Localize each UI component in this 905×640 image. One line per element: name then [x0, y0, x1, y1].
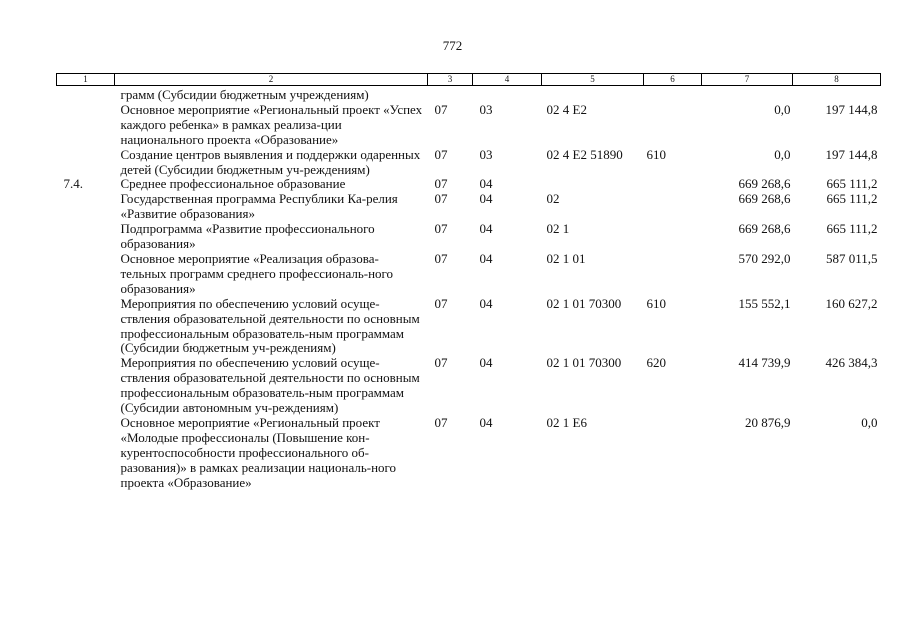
row-section: 07	[434, 355, 448, 371]
row-number	[57, 103, 115, 148]
row-amount-1: 155 552,1	[738, 295, 791, 311]
row-amount-2	[793, 86, 881, 103]
row-section	[428, 86, 473, 103]
row-amount-1: 414 739,9	[738, 355, 791, 371]
row-amount-2: 426 384,3	[825, 355, 878, 371]
column-header: 6	[644, 74, 702, 86]
row-expense-type	[644, 416, 702, 491]
table-row	[57, 148, 881, 178]
row-section: 07	[434, 295, 448, 311]
column-header: 1	[57, 74, 115, 86]
row-expense-type: 610	[646, 146, 666, 162]
table-body	[57, 86, 881, 491]
row-subsection: 04	[479, 221, 493, 237]
row-subsection: 04	[479, 191, 493, 207]
budget-table	[56, 73, 881, 490]
header-row	[57, 74, 881, 86]
row-name: грамм (Субсидии бюджетным учреждениям)	[120, 87, 369, 102]
page-number: 772	[442, 38, 463, 53]
row-name: Мероприятия по обеспечению условий осуще-ствления образовательной деятельности по основным профессиональным образователь-ным программам (Субсидии бюджетным уч-реждениям)	[120, 295, 420, 356]
row-amount-2: 665 111,2	[826, 221, 878, 237]
row-section: 07	[434, 176, 448, 192]
row-amount-2: 665 111,2	[826, 191, 878, 207]
row-target-article: 02 1 01 70300	[546, 355, 622, 371]
row-subsection: 03	[479, 146, 493, 162]
row-amount-2: 665 111,2	[826, 176, 878, 192]
column-header: 5	[542, 74, 644, 86]
row-amount-1: 570 292,0	[738, 250, 791, 266]
row-section: 07	[434, 221, 448, 237]
row-name: Мероприятия по обеспечению условий осуще-ствления образовательной деятельности по основным профессиональным образователь-ным программам (Субсидии автономным уч-реждениям)	[120, 355, 420, 416]
row-number	[57, 252, 115, 297]
row-target-article: 02	[546, 191, 560, 207]
row-amount-1	[702, 86, 793, 103]
row-subsection: 04	[479, 176, 493, 192]
table-row	[57, 177, 881, 192]
row-expense-type	[644, 192, 702, 222]
table-row	[57, 86, 881, 103]
row-number	[57, 416, 115, 491]
row-amount-1: 669 268,6	[738, 191, 791, 207]
row-subsection: 03	[479, 101, 493, 117]
row-target-article: 02 4 E2	[546, 101, 587, 117]
row-target-article: 02 1 01	[546, 250, 586, 266]
table-row	[57, 252, 881, 297]
row-number	[57, 356, 115, 416]
row-subsection: 04	[479, 295, 493, 311]
row-amount-2: 0,0	[861, 414, 878, 430]
row-expense-type	[644, 252, 702, 297]
row-target-article: 02 1	[546, 221, 570, 237]
row-amount-1: 669 268,6	[738, 176, 791, 192]
row-amount-2: 587 011,5	[825, 250, 878, 266]
column-header: 2	[115, 74, 428, 86]
row-target-article: 02 1 E6	[546, 414, 587, 430]
row-name: Среднее профессиональное образование	[120, 176, 346, 192]
table-row	[57, 103, 881, 148]
row-number	[57, 192, 115, 222]
row-name: Государственная программа Республики Ка-релия «Развитие образования»	[120, 191, 398, 222]
row-name: Основное мероприятие «Региональный проект «Молодые профессионалы (Повышение кон-курентоспособности профессионального об-разования)» в рамках реализации националь-ного проекта «Образование»	[120, 414, 397, 490]
row-amount-2: 197 144,8	[825, 101, 878, 117]
table-row	[57, 416, 881, 491]
row-target-article	[542, 86, 644, 103]
row-subsection: 04	[479, 414, 493, 430]
row-amount-1: 0,0	[774, 146, 791, 162]
row-target-article: 02 4 E2 51890	[546, 146, 623, 162]
column-header: 3	[428, 74, 473, 86]
row-section: 07	[434, 101, 448, 117]
row-section: 07	[434, 250, 448, 266]
row-target-article: 02 1 01 70300	[546, 295, 622, 311]
column-header: 8	[793, 74, 881, 86]
row-amount-2: 160 627,2	[825, 295, 878, 311]
row-name: Подпрограмма «Развитие профессионального образования»	[120, 221, 375, 252]
table-row	[57, 192, 881, 222]
table-row	[57, 222, 881, 252]
row-expense-type	[644, 86, 702, 103]
column-header: 4	[473, 74, 542, 86]
row-number	[57, 222, 115, 252]
row-expense-type: 620	[646, 355, 666, 371]
table-header	[57, 74, 881, 86]
row-amount-1: 20 876,9	[745, 414, 791, 430]
row-expense-type	[644, 103, 702, 148]
row-expense-type: 610	[646, 295, 666, 311]
row-subsection	[473, 86, 542, 103]
row-name: Основное мероприятие «Реализация образова-тельных программ среднего профессиональ-ного образования»	[120, 250, 394, 296]
row-name: Основное мероприятие «Региональный проект «Успех каждого ребенка» в рамках реализа-ции национального проекта «Образование»	[120, 101, 423, 147]
row-expense-type	[644, 222, 702, 252]
row-name: Создание центров выявления и поддержки одаренных детей (Субсидии бюджетным уч-реждениям)	[120, 146, 421, 177]
row-subsection: 04	[479, 250, 493, 266]
row-section: 07	[434, 146, 448, 162]
row-number	[57, 297, 115, 357]
table-row	[57, 356, 881, 416]
row-expense-type	[644, 177, 702, 192]
table-row	[57, 297, 881, 357]
row-subsection: 04	[479, 355, 493, 371]
row-amount-1: 0,0	[774, 101, 791, 117]
row-section: 07	[434, 191, 448, 207]
row-number: 7.4.	[63, 176, 83, 192]
row-target-article	[542, 177, 644, 192]
row-number	[57, 148, 115, 178]
row-number	[57, 86, 115, 103]
column-header: 7	[702, 74, 793, 86]
row-amount-1: 669 268,6	[738, 221, 791, 237]
row-section: 07	[434, 414, 448, 430]
row-amount-2: 197 144,8	[825, 146, 878, 162]
